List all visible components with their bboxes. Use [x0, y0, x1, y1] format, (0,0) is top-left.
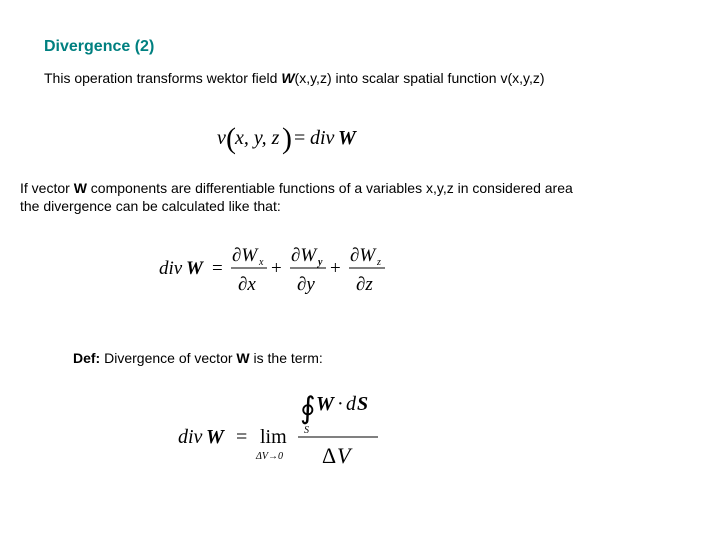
svg-text:∂W: ∂W: [291, 245, 317, 266]
svg-text:S: S: [304, 425, 309, 436]
svg-text:div: div: [310, 127, 335, 149]
definition-text-post: is the term:: [249, 350, 323, 366]
svg-text:div: div: [159, 258, 183, 279]
svg-text:Δ: Δ: [322, 443, 337, 468]
intro-text: [44, 70, 545, 86]
condition-text-line-1: [20, 180, 573, 196]
formula-div-limit: [176, 386, 386, 470]
svg-text:+: +: [271, 258, 282, 279]
intro-text-bold: W: [281, 70, 295, 86]
definition-text-pre: Divergence of vector: [100, 350, 237, 366]
svg-text:∂W: ∂W: [350, 245, 376, 266]
svg-text:+: +: [330, 258, 341, 279]
svg-text:W: W: [206, 426, 224, 448]
svg-text:W: W: [338, 127, 356, 149]
svg-text:z: z: [377, 257, 381, 268]
svg-text:v: v: [217, 127, 226, 149]
svg-text:d: d: [346, 393, 356, 415]
svg-text:∂W: ∂W: [232, 245, 258, 266]
svg-text:x, y, z: x, y, z: [235, 127, 280, 149]
definition-text-bold: W: [236, 350, 250, 366]
svg-text:∂z: ∂z: [356, 274, 373, 295]
intro-text-pre: This operation transforms wektor field: [44, 70, 282, 86]
svg-text:·: ·: [337, 393, 344, 415]
svg-text:div: div: [178, 426, 203, 448]
formula-v-equals-div: [214, 118, 364, 158]
svg-text:∮: ∮: [300, 392, 316, 425]
svg-text:∂y: ∂y: [297, 274, 315, 295]
svg-text:W: W: [316, 393, 334, 415]
svg-text:x: x: [259, 257, 264, 268]
definition-label: Def:: [73, 350, 101, 366]
svg-text:y: y: [318, 257, 323, 268]
definition-text: [73, 350, 323, 366]
condition-text-line-1-post: components are differentiable functions of a variables x,y,z in considered area: [86, 180, 573, 196]
svg-text:): ): [282, 122, 292, 155]
slide-title: Divergence (2): [44, 38, 155, 55]
svg-text:ΔV→0: ΔV→0: [256, 451, 283, 462]
svg-text:=: =: [236, 426, 248, 448]
svg-text:=: =: [294, 127, 306, 149]
svg-text:lim: lim: [260, 426, 287, 448]
svg-text:=: =: [212, 258, 223, 279]
svg-text:∂x: ∂x: [238, 274, 256, 295]
condition-text-line-1-bold: W: [73, 180, 87, 196]
intro-text-post: (x,y,z) into scalar spatial function v(x,y,z): [294, 70, 545, 86]
svg-text:S: S: [357, 393, 369, 415]
svg-text:V: V: [337, 443, 351, 468]
formula-div-partials: [158, 238, 390, 300]
svg-text:(: (: [226, 122, 236, 155]
svg-text:W: W: [186, 258, 203, 279]
condition-text-line-1-pre: If vector: [20, 180, 74, 196]
condition-text-line-2: the divergence can be calculated like that:: [20, 198, 281, 214]
